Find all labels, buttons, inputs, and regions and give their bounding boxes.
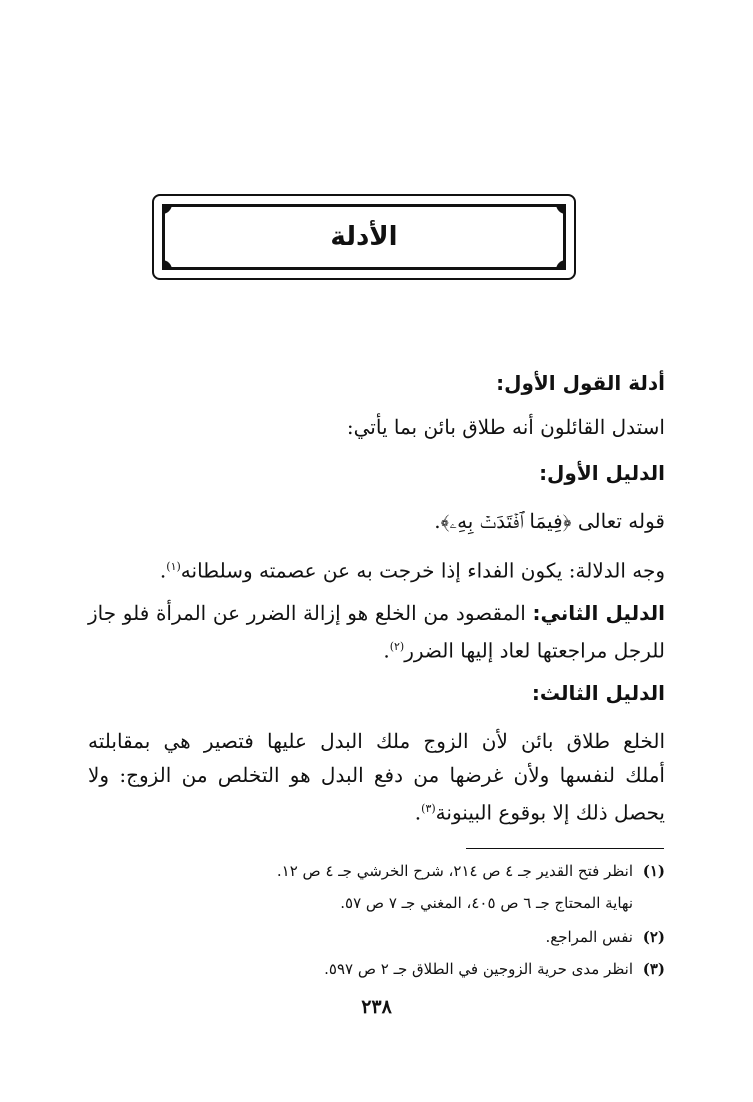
explanation-end: . xyxy=(159,558,167,583)
corner-ornament xyxy=(162,204,172,214)
corner-ornament xyxy=(162,260,172,270)
footnote-text: انظر مدى حرية الزوجين في الطلاق جـ ٢ ص ٥٩٧. xyxy=(324,960,633,978)
footnote-text: نفس المراجع. xyxy=(545,928,633,946)
evidence-3-line-2: أملك لنفسها ولأن غرضها من دفع البدل هو التخلص من الزوج: ولا xyxy=(88,763,665,787)
footnote-text: انظر فتح القدير جـ ٤ ص ٢١٤، شرح الخرشي جـ ٤ ص ١٢. xyxy=(276,862,633,880)
evidence-3-text-3: يحصل ذلك إلا بوقوع البينونة xyxy=(435,800,665,825)
evidence-2-label: الدليل الثاني: xyxy=(532,601,666,625)
page-title: الأدلة xyxy=(330,222,398,252)
corner-ornament xyxy=(556,204,566,214)
footnote-1-continued xyxy=(340,892,633,914)
footnote-separator xyxy=(466,848,664,849)
footnote-text: نهاية المحتاج جـ ٦ ص ٤٠٥، المغني جـ ٧ ص ٥٧. xyxy=(340,894,633,912)
footnote-ref-2: (٢) xyxy=(389,640,405,653)
corner-ornament xyxy=(556,260,566,270)
footnote-number: (٢) xyxy=(642,928,665,946)
quran-quote: قوله تعالى ﴿فِيمَا ٱفۡتَدَتۡ بِهِۦ﴾. xyxy=(434,509,665,533)
evidence-2-end: . xyxy=(383,638,390,663)
page-number: ٢٣٨ xyxy=(361,996,392,1018)
evidence-2-line-1 xyxy=(88,598,665,628)
evidence-2-text-1: المقصود من الخلع هو إزالة الضرر عن المرأة فلو جاز xyxy=(88,601,526,625)
title-frame xyxy=(152,194,576,280)
evidence-3-line-1: الخلع طلاق بائن لأن الزوج ملك البدل عليها فتصير هي بمقابلته xyxy=(88,729,665,753)
footnote-1 xyxy=(277,860,665,882)
footnote-ref-3: (٣) xyxy=(421,802,436,815)
title-inner-frame xyxy=(162,204,566,270)
footnote-3 xyxy=(324,958,665,980)
footnote-number: (١) xyxy=(642,862,665,880)
evidence-2-text-2: للرجل مراجعتها لعاد إليها الضرر xyxy=(404,638,665,663)
evidence-3-line-3 xyxy=(415,794,665,828)
section-title: أدلة القول الأول: xyxy=(496,371,665,395)
evidence-2-line-2 xyxy=(383,632,665,666)
evidence-3-label: الدليل الثالث: xyxy=(531,681,665,705)
footnote-number: (٣) xyxy=(642,960,665,978)
evidence-1-explanation xyxy=(160,552,665,586)
explanation-text: وجه الدلالة: يكون الفداء إذا خرجت به عن عصمته وسلطانه xyxy=(180,558,665,583)
footnote-2 xyxy=(545,926,665,948)
intro-line: استدل القائلون أنه طلاق بائن بما يأتي: xyxy=(346,415,665,439)
evidence-3-end: . xyxy=(414,800,422,825)
evidence-1-label: الدليل الأول: xyxy=(539,461,665,485)
footnote-ref-1: (١) xyxy=(166,560,181,573)
